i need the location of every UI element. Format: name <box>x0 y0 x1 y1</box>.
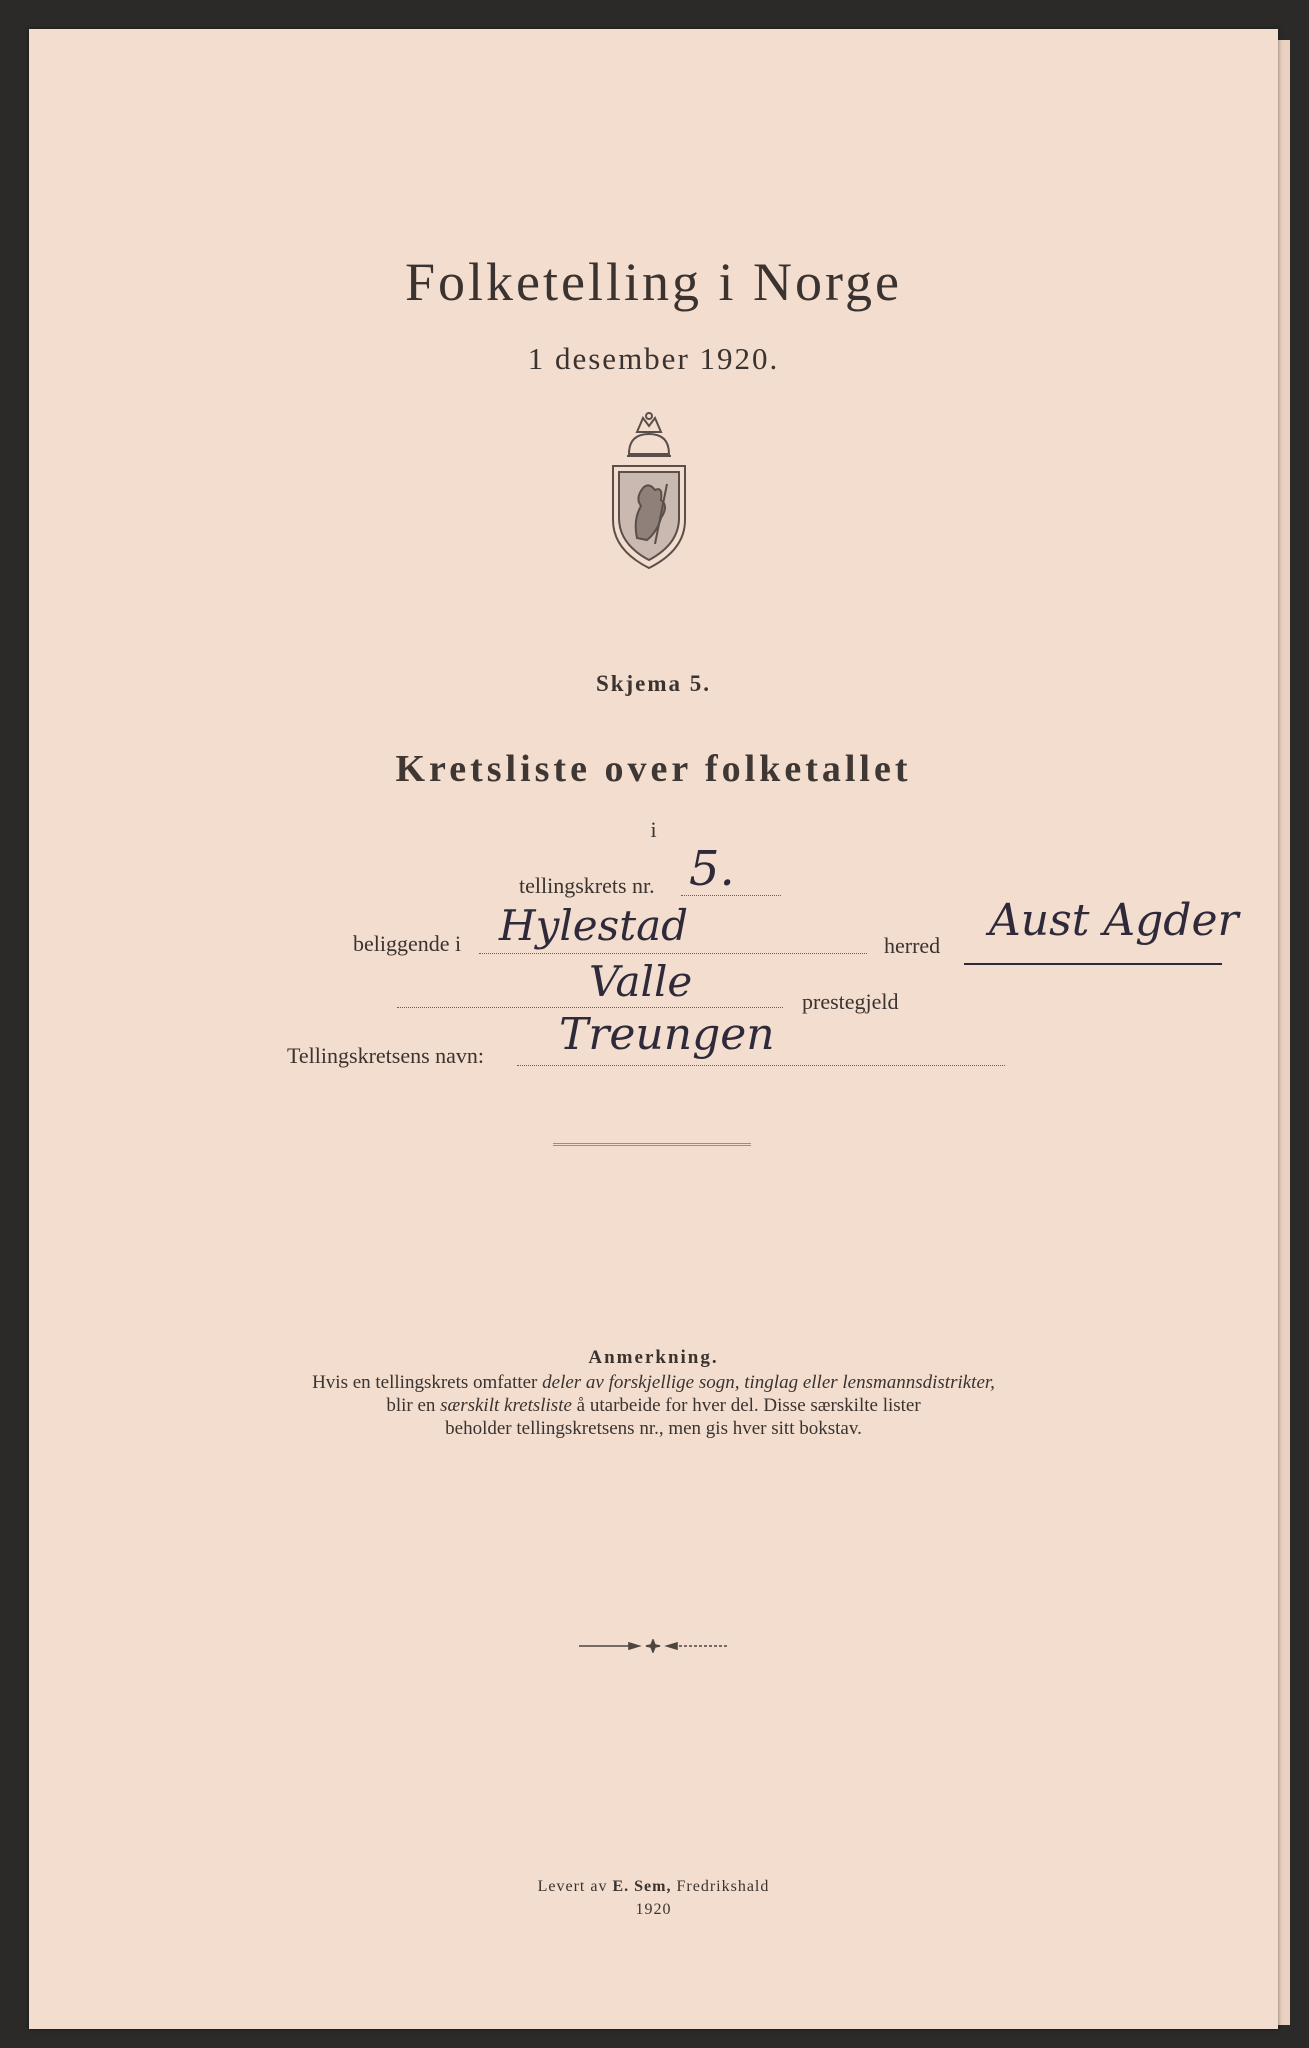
krets-name-field <box>517 1065 1005 1066</box>
krets-name-value: Treungen <box>559 1009 775 1060</box>
note-line-3: beholder tellingskretsens nr., men gis hver sitt bokstav. <box>445 1418 862 1439</box>
page-title: Folketelling i Norge <box>405 252 902 312</box>
printer-place: Fredrikshald <box>671 1878 770 1895</box>
note-line-2-text-a: blir en <box>386 1395 441 1416</box>
krets-number-value: 5. <box>689 841 735 897</box>
ornament-divider-icon <box>577 1639 729 1653</box>
herred-value: Hylestad <box>499 901 688 950</box>
prestegjeld-field <box>397 1007 783 1008</box>
note-line-2-text-b: å utarbeide for hver del. Disse særskilte lister <box>571 1395 921 1416</box>
divider-rule <box>553 1143 751 1146</box>
norwegian-coat-of-arms-icon <box>597 410 701 570</box>
census-date: 1 desember 1920. <box>527 341 780 376</box>
note-title: Anmerkning. <box>588 1347 719 1368</box>
herred-field <box>479 953 867 954</box>
krets-number-label: tellingskrets nr. <box>519 873 655 898</box>
census-form-page <box>29 29 1278 2029</box>
beliggende-label: beliggende i <box>353 931 462 956</box>
printer-year: 1920 <box>635 1901 672 1918</box>
herred-label: herred <box>884 933 941 958</box>
note-line-1 <box>29 1371 1278 1394</box>
note-line-2 <box>29 1394 1278 1417</box>
amt-value: Aust Agder <box>989 895 1239 946</box>
printer-name: E. Sem, <box>612 1878 672 1895</box>
schema-number: Skjema 5. <box>595 671 712 696</box>
note-line-1-italic: deler av forskjellige sogn, tinglag eller lensmannsdistrikter, <box>542 1372 995 1393</box>
krets-name-label: Tellingskretsens navn: <box>287 1043 485 1068</box>
conjunction-i: i <box>650 817 657 842</box>
note-line-2-italic: særskilt kretsliste <box>440 1395 572 1416</box>
prestegjeld-value: Valle <box>589 957 693 1006</box>
printer-prefix: Levert av <box>537 1878 613 1895</box>
amt-underline <box>964 963 1222 965</box>
form-subtitle: Kretsliste over folketallet <box>395 748 912 790</box>
paper-edge <box>1278 40 1290 2025</box>
printer-line <box>29 1878 1278 1896</box>
prestegjeld-label: prestegjeld <box>802 989 899 1014</box>
note-line-1-text: Hvis en tellingskrets omfatter <box>312 1372 543 1393</box>
